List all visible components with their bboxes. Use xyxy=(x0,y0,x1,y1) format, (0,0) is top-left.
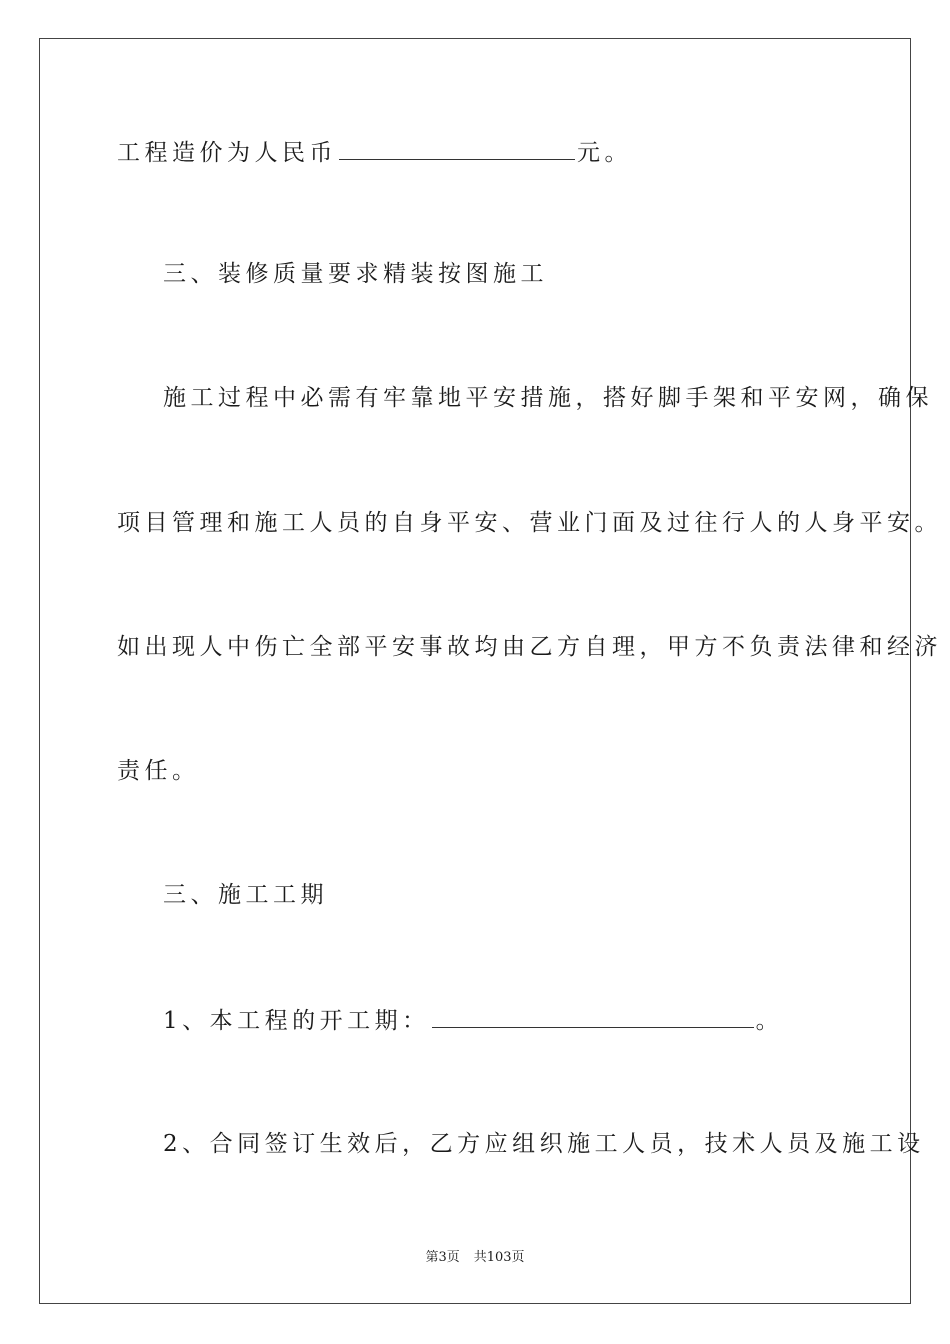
start-date-blank-field[interactable] xyxy=(432,1005,754,1028)
start-date-end: 。 xyxy=(755,1008,784,1034)
section-heading-quality: 三、装修质量要求精装按图施工 xyxy=(163,261,548,287)
page-border xyxy=(39,38,911,1304)
cost-blank-field[interactable] xyxy=(339,137,575,160)
page-number: 第3页 xyxy=(425,1250,460,1265)
start-date-label: 1、本工程的开工期： xyxy=(163,1008,430,1034)
cost-label: 工程造价为人民币 xyxy=(117,140,337,166)
paragraph-line: 施工过程中必需有牢靠地平安措施，搭好脚手架和平安网，确保 xyxy=(163,385,933,411)
section-heading-schedule: 三、施工工期 xyxy=(163,882,328,908)
text-line-start-date xyxy=(163,1005,783,1035)
page-footer xyxy=(0,1246,950,1265)
page-total: 共103页 xyxy=(473,1250,525,1265)
cost-unit: 元。 xyxy=(577,140,632,166)
text-line-cost xyxy=(117,137,632,167)
paragraph-line: 2、合同签订生效后，乙方应组织施工人员，技术人员及施工设 xyxy=(163,1131,925,1157)
paragraph-line: 责任。 xyxy=(117,758,200,784)
paragraph-line: 如出现人中伤亡全部平安事故均由乙方自理，甲方不负责法律和经济 xyxy=(117,634,942,660)
paragraph-line: 项目管理和施工人员的自身平安、营业门面及过往行人的人身平安。 xyxy=(117,510,942,536)
